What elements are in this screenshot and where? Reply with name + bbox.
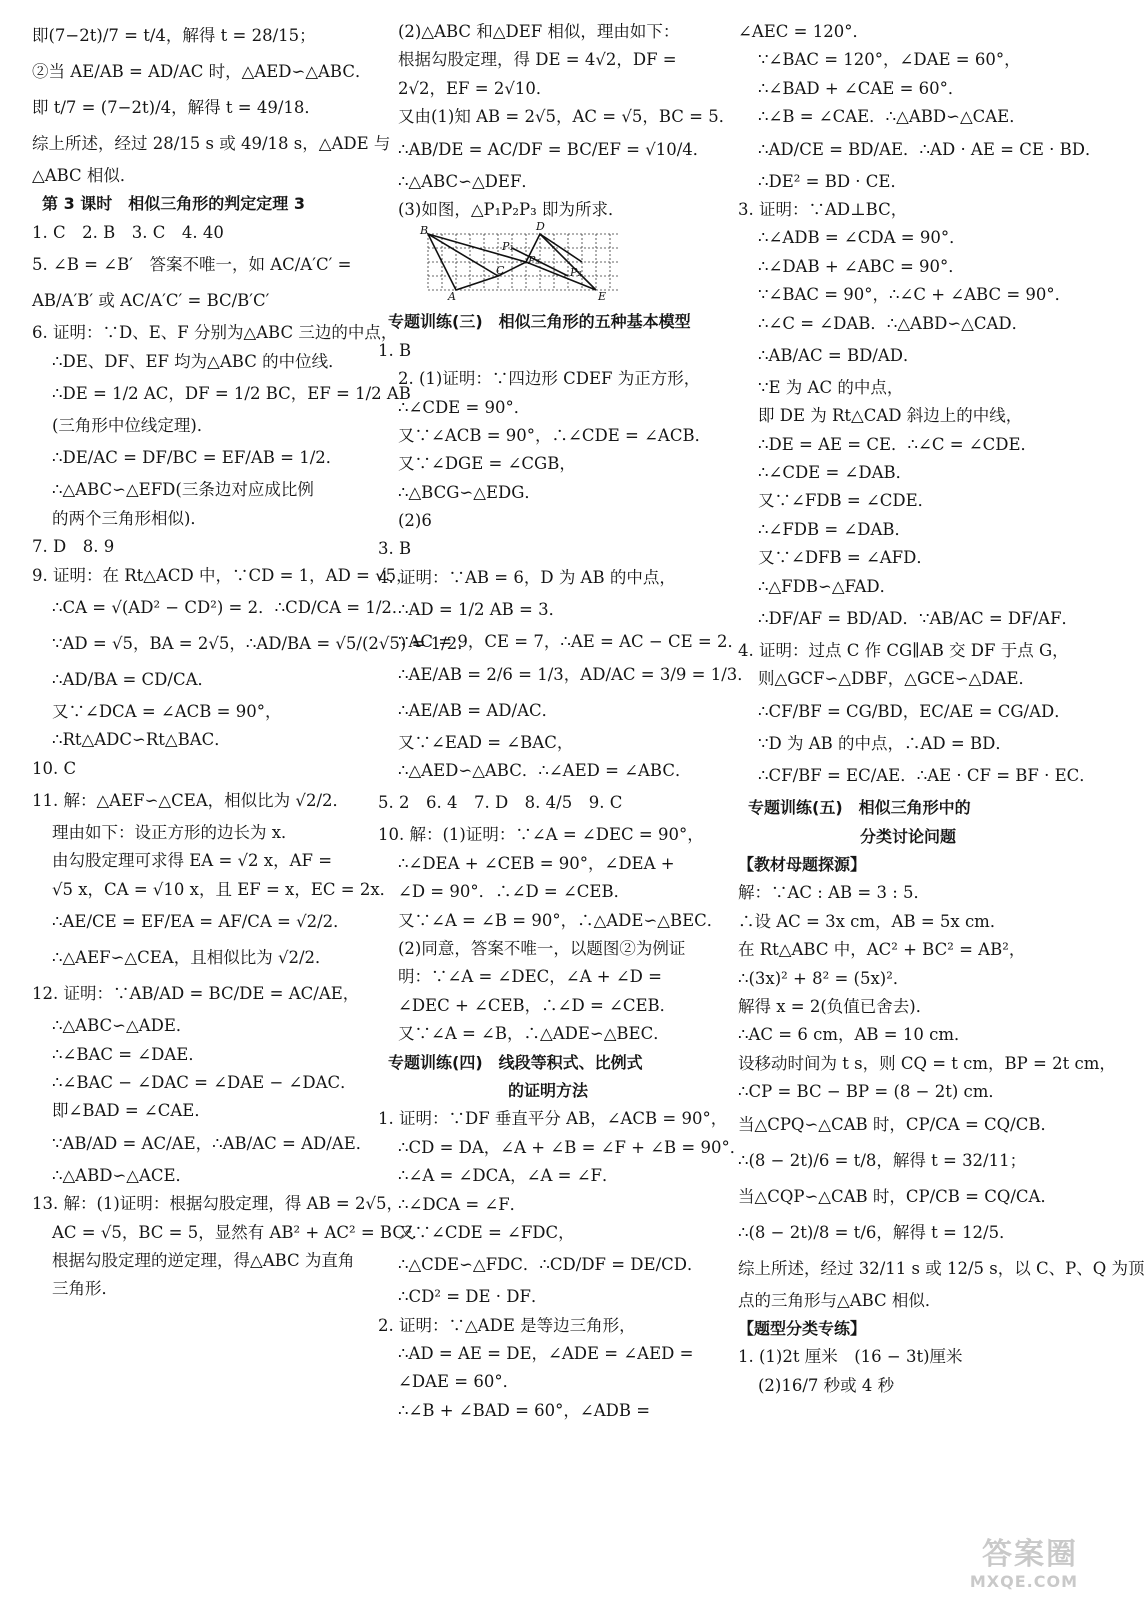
text-line: ∴∠BAD + ∠CAE = 60°． (758, 78, 965, 98)
text-line: 5. 2 6. 4 7. D 8. 4/5 9. C (378, 793, 623, 813)
text-line: (2)6 (398, 511, 432, 531)
text-line: ∴CA = √(AD² − CD²) = 2．∴CD/CA = 1/2． (52, 597, 409, 617)
text-line: ∠DEC + ∠CEB，∴∠D = ∠CEB． (398, 995, 677, 1015)
watermark-url: MXQE.COM (969, 1572, 1078, 1591)
text-line: 的两个三角形相似)． (52, 508, 207, 528)
text-line: 点的三角形与△ABC 相似． (738, 1290, 942, 1310)
text-line: ∴△AEF∽△CEA，且相似比为 √2/2． (52, 948, 332, 968)
text-line: 13. 解：(1)证明：根据勾股定理，得 AB = 2√5， (32, 1194, 403, 1214)
section-heading: 专题训练(四) 线段等积式、比例式 (388, 1052, 643, 1072)
text-line: 4. 证明：∵AB = 6，D 为 AB 的中点， (378, 567, 676, 587)
text-line: ∴CD² = DE · DF． (398, 1287, 548, 1307)
text-line: ∴△BCG∽△EDG． (398, 482, 541, 502)
text-line: 2. (1)证明：∵四边形 CDEF 为正方形， (398, 369, 701, 389)
text-line: 设移动时间为 t s，则 CQ = t cm，BP = 2t cm， (738, 1053, 1116, 1073)
text-line: ∴△CDE∽△FDC．∴CD/DF = DE/CD． (398, 1255, 704, 1275)
text-line: ∴AE/AB = AD/AC． (398, 700, 559, 720)
column-middle-bottom (378, 308, 754, 1425)
text-line: ∴Rt△ADC∽Rt△BAC． (52, 730, 231, 750)
column-middle-top (378, 18, 736, 224)
watermark-logo (908, 1538, 1078, 1594)
text-line: ∴∠BAC − ∠DAC = ∠DAE − ∠DAC． (52, 1073, 357, 1093)
text-line: 1. 证明：∵DF 垂直平分 AB，∠ACB = 90°， (378, 1109, 728, 1129)
text-line: 4. 证明：过点 C 作 CG∥AB 交 DF 于点 G， (738, 641, 1069, 661)
text-line: ∵AC = 9，CE = 7，∴AE = AC − CE = 2． (398, 632, 744, 652)
text-line: ∴AD = AE = DE，∠ADE = ∠AED = (398, 1344, 694, 1364)
text-line: ∴△AED∽△ABC．∴∠AED = ∠ABC． (398, 761, 692, 781)
text-line: ∴∠DEA + ∠CEB = 90°，∠DEA + (398, 853, 675, 873)
text-line: ∠DAE = 60°． (398, 1372, 520, 1392)
text-line: ∴△ABC∽△DEF． (398, 171, 538, 191)
text-line: 2√2，EF = 2√10． (398, 78, 553, 98)
section-heading: 专题训练(三) 相似三角形的五种基本模型 (388, 312, 691, 332)
section-heading: 专题训练(五) 相似三角形中的 (748, 798, 971, 818)
text-line: 明：∵∠A = ∠DEC，∠A + ∠D = (398, 967, 662, 987)
text-line: 【题型分类专练】 (738, 1318, 867, 1338)
text-line: 根据勾股定理，得 DE = 4√2，DF = (398, 50, 677, 70)
text-line: ∴CP = BC − BP = (8 − 2t) cm． (738, 1082, 1005, 1102)
text-line: △ABC 相似． (32, 166, 137, 185)
text-line: 即 t/7 = (7−2t)/4，解得 t = 49/18． (32, 98, 321, 117)
text-line: 5. ∠B = ∠B′ 答案不唯一，如 AC/A′C′ = (32, 255, 352, 275)
text-line: 三角形． (52, 1279, 118, 1299)
text-line: ∴CF/BF = CG/BD，EC/AE = CG/AD． (758, 701, 1071, 721)
text-line: 1. B (378, 340, 412, 360)
text-line: 又∵∠DCA = ∠ACB = 90°， (52, 701, 282, 721)
text-line: 10. 解：(1)证明：∵∠A = ∠DEC = 90°， (378, 825, 704, 845)
text-line: ②当 AE/AB = AD/AC 时，△AED∽△ABC． (32, 62, 372, 81)
text-line: ∠D = 90°．∴∠D = ∠CEB． (398, 882, 631, 902)
text-line: (三角形中位线定理)． (52, 415, 214, 435)
figure-label: A (448, 290, 456, 304)
text-line: 综上所述，经过 28/15 s 或 49/18 s，△ADE 与 (32, 134, 391, 153)
text-line: ∵∠BAC = 120°，∠DAE = 60°， (758, 50, 1021, 70)
text-line: 10. C (32, 758, 77, 778)
text-line: ∴DE = 1/2 AC，DF = 1/2 BC，EF = 1/2 AB (52, 383, 411, 403)
text-line: 6. 证明：∵D、E、F 分别为△ABC 三边的中点， (32, 323, 398, 343)
text-line: ∴△FDB∽△FAD． (758, 576, 897, 596)
figure-label: P₂ (570, 266, 582, 280)
text-line: ∵E 为 AC 的中点， (758, 377, 904, 397)
text-line: 当△CPQ∽△CAB 时，CP/CA = CQ/CB． (738, 1114, 1057, 1134)
text-line: ∠AEC = 120°． (738, 22, 869, 41)
text-line: 又∵∠CDE = ∠FDC， (398, 1222, 575, 1242)
text-line: 即∠BAD = ∠CAE． (52, 1101, 211, 1121)
text-line: ∴AB/DE = AC/DF = BC/EF = √10/4． (398, 139, 710, 159)
text-line: 9. 证明：在 Rt△ACD 中，∵CD = 1，AD = √5， (32, 565, 413, 585)
text-line: 又∵∠EAD = ∠BAC， (398, 732, 574, 752)
text-line: 1. (1)2t 厘米 (16 − 3t)厘米 (738, 1347, 963, 1367)
text-line: ∴∠DAB + ∠ABC = 90°． (758, 256, 965, 276)
text-line: AC = √5，BC = 5，显然有 AB² + AC² = BC²． (52, 1222, 429, 1242)
triangle-abc (428, 234, 498, 290)
text-line: ∴(3x)² + 8² = (5x)²． (738, 968, 910, 988)
text-line: 又∵∠DFB = ∠AFD． (758, 548, 933, 568)
text-line: ∴DE/AC = DF/BC = EF/AB = 1/2． (52, 448, 343, 468)
text-line: ∴∠BAC = ∠DAE． (52, 1044, 205, 1064)
text-line: 7. D 8. 9 (32, 537, 115, 557)
text-line: (2)△ABC 和△DEF 相似，理由如下： (398, 22, 680, 41)
text-line: 3. 证明：∵AD⊥BC， (738, 199, 908, 219)
text-line: ∴AB/AC = BD/AD． (758, 345, 920, 365)
watermark-title: 答案圈 (982, 1537, 1078, 1572)
text-line: ∵∠BAC = 90°，∴∠C + ∠ABC = 90°． (758, 285, 1072, 305)
section-heading: 第 3 课时 相似三角形的判定定理 3 (42, 194, 305, 214)
text-line: 又∵∠DGE = ∠CGB， (398, 454, 576, 474)
text-line: 在 Rt△ABC 中，AC² + BC² = AB²， (738, 940, 1026, 960)
text-line: ∴DE、DF、EF 均为△ABC 的中位线． (52, 351, 345, 371)
text-line: ∵D 为 AB 的中点，∴AD = BD． (758, 733, 1012, 753)
text-line: ∴∠C = ∠DAB．∴△ABD∽△CAD． (758, 313, 1029, 333)
section-heading: 分类讨论问题 (859, 826, 956, 846)
text-line: 2. 证明：∵△ADE 是等边三角形， (378, 1315, 636, 1335)
figure-label: P₁ (502, 240, 514, 254)
text-line: ∵AD = √5，BA = 2√5，∴AD/BA = √5/(2√5) = 1/2． (52, 633, 474, 653)
text-line: ∴∠A = ∠DCA，∠A = ∠F． (398, 1166, 619, 1186)
text-line: 1. C 2. B 3. C 4. 40 (32, 222, 224, 242)
text-line: 根据勾股定理的逆定理，得△ABC 为直角 (52, 1250, 355, 1270)
figure-label: D (536, 220, 545, 234)
column-right (738, 18, 1145, 1400)
text-line: ∴DE = AE = CE．∴∠C = ∠CDE． (758, 434, 1038, 454)
text-line: ∴△ABD∽△ACE． (52, 1165, 193, 1185)
text-line: 又∵∠A = ∠B，∴△ADE∽△BEC． (398, 1024, 670, 1044)
text-line: 又∵∠ACB = 90°，∴∠CDE = ∠ACB． (398, 425, 712, 445)
text-line: ∴AD/CE = BD/AE．∴AD · AE = CE · BD． (758, 139, 1102, 159)
text-line: 【教材母题探源】 (738, 854, 867, 874)
text-line: ∴设 AC = 3x cm，AB = 5x cm． (738, 911, 1007, 931)
figure-label: E (598, 290, 607, 304)
text-line: ∴CD = DA，∠A + ∠B = ∠F + ∠B = 90°． (398, 1137, 747, 1157)
text-line: 即(7−2t)/7 = t/4，解得 t = 28/15； (32, 26, 316, 45)
text-line: 当△CQP∽△CAB 时，CP/CB = CQ/CA． (738, 1186, 1057, 1206)
text-line: ∴(8 − 2t)/8 = t/6，解得 t = 12/5． (738, 1222, 1016, 1242)
text-line: ∴AE/CE = EF/EA = AF/CA = √2/2． (52, 912, 350, 932)
figure-label: B (420, 224, 429, 238)
grid-figure (418, 220, 638, 304)
text-line: 解：∵AC : AB = 3 : 5． (738, 883, 930, 903)
text-line: ∴AD/BA = CD/CA． (52, 669, 215, 689)
text-line: ∴AD = 1/2 AB = 3． (398, 600, 566, 620)
text-line: 综上所述，经过 32/11 s 或 12/5 s，以 C、P、Q 为顶 (738, 1258, 1145, 1278)
column-middle (378, 18, 754, 1425)
text-line: ∴△ABC∽△ADE． (52, 1016, 193, 1036)
text-line: ∴∠ADB = ∠CDA = 90°． (758, 228, 966, 248)
figure-label: C (496, 264, 505, 278)
text-line: 12. 证明：∵AB/AD = BC/DE = AC/AE， (32, 984, 360, 1004)
section-heading: 的证明方法 (507, 1080, 588, 1100)
text-line: ∴DE² = BD · CE． (758, 171, 907, 191)
figure-label: P₃ (528, 254, 540, 268)
text-line: 又∵∠FDB = ∠CDE． (758, 491, 935, 511)
text-line: ∴CF/BF = EC/AE．∴AE · CF = BF · EC． (758, 766, 1096, 786)
text-line: 则△GCF∽△DBF，△GCE∽△DAE． (758, 669, 1036, 689)
text-line: (2)同意，答案不唯一，以题图②为例证 (398, 938, 686, 958)
text-line: 解得 x = 2(负值已舍去)． (738, 996, 933, 1016)
text-line: 又∵∠A = ∠B = 90°，∴△ADE∽△BEC． (398, 910, 724, 930)
text-line: ∴∠B = ∠CAE．∴△ABD∽△CAE． (758, 107, 1026, 127)
text-line: ∴∠FDB = ∠DAB． (758, 519, 912, 539)
text-line: ∴∠CDE = 90°． (398, 397, 531, 417)
text-line: ∴AE/AB = 2/6 = 1/3，AD/AC = 3/9 = 1/3． (398, 664, 754, 684)
text-line: ∵AB/AD = AC/AE，∴AB/AC = AD/AE． (52, 1133, 373, 1153)
text-line: 又由(1)知 AB = 2√5，AC = √5，BC = 5． (398, 107, 736, 127)
text-line: ∴(8 − 2t)/6 = t/8，解得 t = 32/11； (738, 1150, 1027, 1170)
text-line: √5 x，CA = √10 x，且 EF = x，EC = 2x． (52, 879, 397, 899)
text-line: 由勾股定理可求得 EA = √2 x，AF = (52, 851, 333, 871)
text-line: 3. B (378, 539, 412, 559)
text-line: ∴∠B + ∠BAD = 60°，∠ADB = (398, 1400, 651, 1420)
text-line: ∴△ABC∽△EFD(三条边对应成比例 (52, 480, 314, 500)
text-line: 11. 解：△AEF∽△CEA，相似比为 √2/2． (32, 791, 349, 811)
text-line: 理由如下：设正方形的边长为 x． (52, 823, 298, 843)
text-line: ∴AC = 6 cm，AB = 10 cm． (738, 1025, 971, 1045)
text-line: AB/A′B′ 或 AC/A′C′ = BC/B′C′ (32, 291, 270, 311)
text-line: ∴DF/AF = BD/AD．∵AB/AC = DF/AF． (758, 609, 1079, 629)
text-line: (2)16/7 秒或 4 秒 (758, 1375, 895, 1395)
text-line: 即 DE 为 Rt△CAD 斜边上的中线， (758, 406, 1023, 426)
text-line: ∴∠DCA = ∠F． (398, 1194, 527, 1214)
text-line: (3)如图，△P₁P₂P₃ 即为所求． (398, 199, 625, 219)
text-line: ∴∠CDE = ∠DAB． (758, 463, 913, 483)
